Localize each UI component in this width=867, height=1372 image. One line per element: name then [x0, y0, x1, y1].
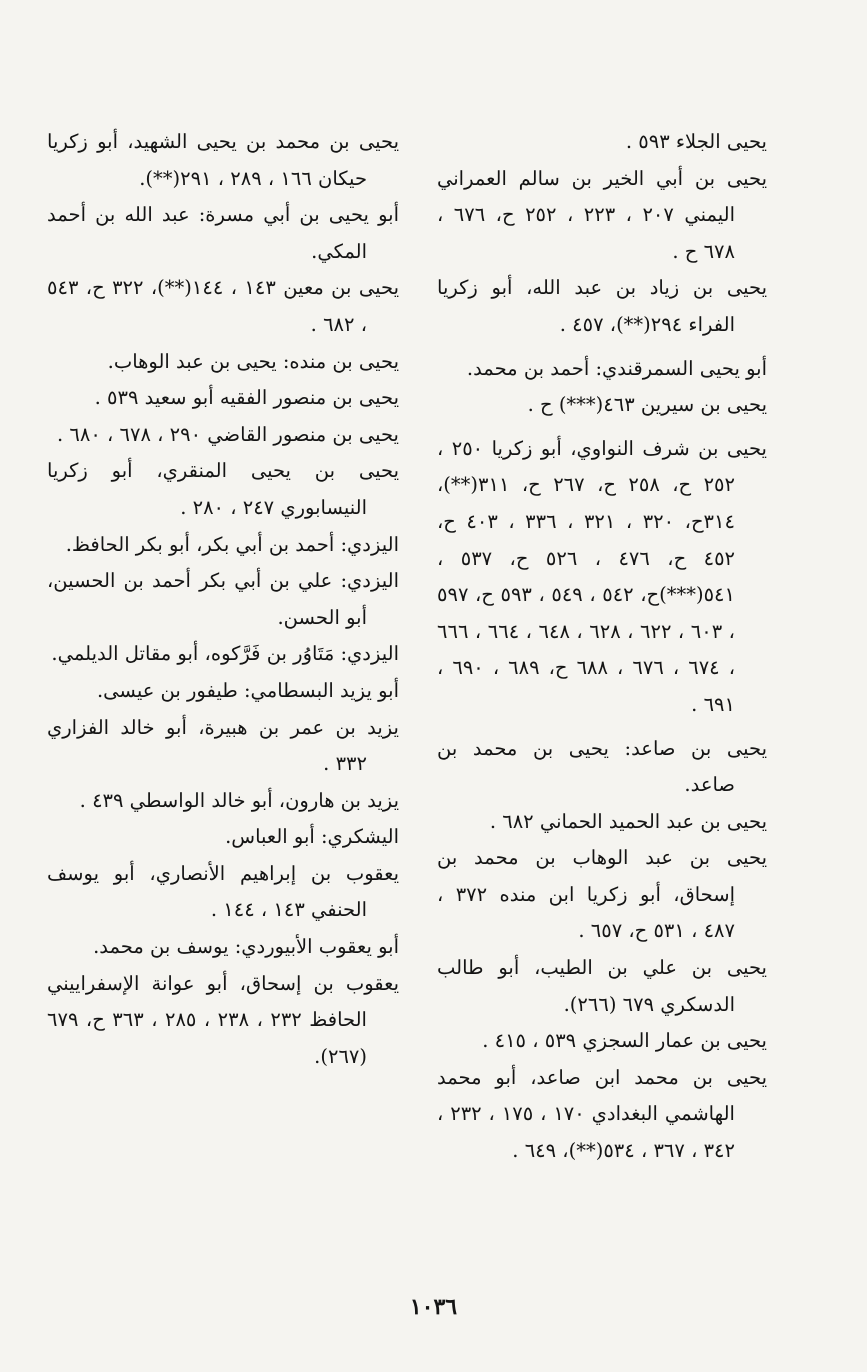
index-entry: يحيى بن شرف النواوي، أبو زكريا ٢٥٠ ، ٢٥٢ ح، ٢٥٨ ح، ٢٦٧ ح، ٣١١(**)، ٣١٤ح، ٣٢٠ ، ٣٢١ ، ٣٣٦ ، ٤٠٣ ح، ٤٥٢ ح، ٤٧٦ ، ٥٢٦ ح، ٥٣٧ ، ٥٤١(***)ح، ٥٤٢ ، ٥٤٩ ، ٥٩٣ ح، ٥٩٧ ، ٦٠٣ ، ٦٢٢ ، ٦٢٨ ، ٦٤٨ ، ٦٦٤ ، ٦٦٦ ، ٦٧٤ ، ٦٧٦ ، ٦٨٨ ح، ٦٨٩ ، ٦٩٠ ، ٦٩١ . [437, 436, 767, 716]
page-number: ١٠٣٦ [409, 1294, 458, 1320]
index-entry: يحيى بن محمد ابن صاعد، أبو محمد الهاشمي البغدادي ١٧٠ ، ١٧٥ ، ٢٣٢ ، ٣٤٢ ، ٣٦٧ ، ٥٣٤(**)، ٦٤٩ . [437, 1065, 767, 1163]
index-entry: اليزدي: مَتَاوُر بن فَرَّكوه، أبو مقاتل الديلمي. [51, 642, 399, 666]
index-entry: يزيد بن عمر بن هبيرة، أبو خالد الفزاري ٣٣٢ . [47, 715, 399, 776]
index-entry: يحيى بن معين ١٤٣ ، ١٤٤(**)، ٣٢٢ ح، ٥٤٣ ، ٦٨٢ . [47, 276, 399, 336]
index-entry: اليشكري: أبو العباس. [225, 825, 399, 849]
index-entry: يحيى بن زياد بن عبد الله، أبو زكريا الفراء ٢٩٤(**)، ٤٥٧ . [437, 276, 767, 336]
index-entry: يحيى بن محمد بن يحيى الشهيد، أبو زكريا حيكان ١٦٦ ، ٢٨٩ ، ٢٩١(**). [47, 130, 399, 190]
index-entry: أبو يحيى السمرقندي: أحمد بن محمد. [466, 356, 767, 380]
index-entry: يحيى بن عمار السجزي ٥٣٩ ، ٤١٥ . [482, 1029, 767, 1053]
index-entry: أبو يحيى بن أبي مسرة: عبد الله بن أحمد المكي. [47, 203, 399, 263]
index-entry: يحيى بن منصور الفقيه أبو سعيد ٥٣٩ . [94, 386, 399, 410]
index-entry: يحيى بن صاعد: يحيى بن محمد بن صاعد. [437, 736, 767, 797]
index-entry: يحيى بن يحيى المنقري، أبو زكريا النيسابوري ٢٤٧ ، ٢٨٠ . [47, 459, 399, 519]
index-entry: يحيى بن سيرين ٤٦٣(***) ح . [527, 393, 767, 417]
index-entry: أبو يزيد البسطامي: طيفور بن عيسى. [96, 678, 399, 702]
index-column-left [47, 124, 399, 1075]
index-entry: يحيى بن منصور القاضي ٢٩٠ ، ٦٧٨ ، ٦٨٠ . [56, 422, 399, 446]
index-entry: يعقوب بن إسحاق، أبو عوانة الإسفراييني الحافظ ٢٣٢ ، ٢٣٨ ، ٢٨٥ ، ٣٦٣ ح، ٦٧٩ (٢٦٧). [47, 971, 399, 1068]
index-entry: يحيى بن أبي الخير بن سالم العمراني اليمني ٢٠٧ ، ٢٢٣ ، ٢٥٢ ح، ٦٧٦ ، ٦٧٨ ح . [437, 166, 767, 263]
index-column-right [437, 124, 767, 1170]
index-entry: اليزدي: علي بن أبي بكر أحمد بن الحسين، أبو الحسن. [47, 569, 399, 629]
index-entry: يعقوب بن إبراهيم الأنصاري، أبو يوسف الحنفي ١٤٣ ، ١٤٤ . [47, 861, 399, 922]
index-entry: اليزدي: أحمد بن أبي بكر، أبو بكر الحافظ. [65, 532, 399, 556]
index-entry: يحيى بن منده: يحيى بن عبد الوهاب. [107, 349, 399, 373]
index-entry: يحيى بن علي بن الطيب، أبو طالب الدسكري ٦٧٩ (٢٦٦). [437, 956, 767, 1016]
index-entry: يحيى بن عبد الوهاب بن محمد بن إسحاق، أبو زكريا ابن منده ٣٧٢ ، ٤٨٧ ، ٥٣١ ح، ٦٥٧ . [437, 846, 767, 943]
index-entry: يحيى بن عبد الحميد الحماني ٦٨٢ . [489, 809, 767, 833]
index-entry: أبو يعقوب الأبيوردي: يوسف بن محمد. [93, 935, 399, 959]
index-entry: يحيى الجلاء ٥٩٣ . [625, 130, 767, 153]
index-entry: يزيد بن هارون، أبو خالد الواسطي ٤٣٩ . [79, 788, 399, 812]
